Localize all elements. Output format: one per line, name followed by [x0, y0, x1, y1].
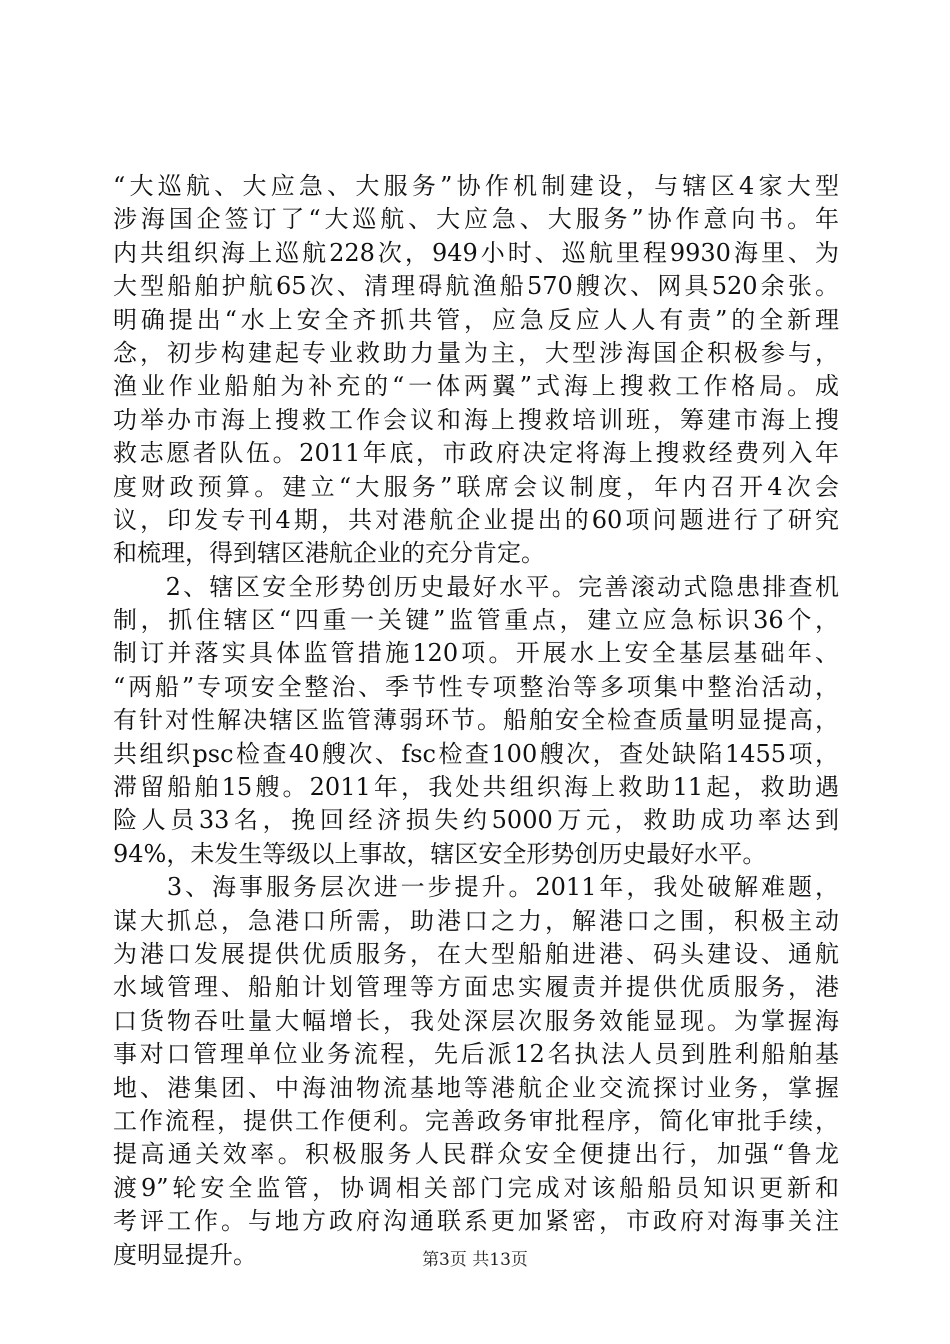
text-line: 有针对性解决辖区监管薄弱环节。船舶安全检查质量明显提高， [113, 706, 839, 735]
text-line: 制订并落实具体监管措施120项。开展水上安全基层基础年、 [113, 639, 839, 668]
text-line: 共组织psc检查40艘次、fsc检查100艘次，查处缺陷1455项， [113, 739, 839, 768]
text-line: “大巡航、大应急、大服务”协作机制建设，与辖区4家大型 [113, 172, 839, 200]
text-line: 险人员33名，挽回经济损失约5000万元，救助成功率达到 [113, 806, 839, 835]
text-line: 考评工作。与地方政府沟通联系更加紧密，市政府对海事关注 [113, 1207, 839, 1236]
text-line: 和梳理，得到辖区港航企业的充分肯定。 [113, 539, 545, 568]
text-line: 渔业作业船舶为补充的“一体两翼”式海上搜救工作格局。成 [113, 372, 839, 401]
text-line: 度财政预算。建立“大服务”联席会议制度，年内召开4次会 [113, 472, 839, 501]
text-line: 水域管理、船舶计划管理等方面忠实履责并提供优质服务，港 [113, 973, 839, 1002]
text-line: 明确提出“水上安全齐抓共管，应急反应人人有责”的全新理 [113, 305, 839, 334]
text-line: 提高通关效率。积极服务人民群众安全便捷出行，加强“鲁龙 [113, 1140, 839, 1169]
text-line: 为港口发展提供优质服务，在大型船舶进港、码头建设、通航 [113, 939, 839, 968]
text-line: 滞留船舶15艘。2011年，我处共组织海上救助11起，救助遇 [113, 773, 839, 802]
text-line: 涉海国企签订了“大巡航、大应急、大服务”协作意向书。年 [113, 205, 839, 234]
text-line: 工作流程，提供工作便利。完善政务审批程序，简化审批手续， [113, 1106, 839, 1135]
text-line: 94%，未发生等级以上事故，辖区安全形势创历史最好水平。 [113, 839, 767, 868]
text-line: 救志愿者队伍。2011年底，市政府决定将海上搜救经费列入年 [113, 439, 839, 468]
text-line: 渡9”轮安全监管，协调相关部门完成对该船船员知识更新和 [113, 1173, 839, 1202]
text-line: 念，初步构建起专业救助力量为主，大型涉海国企积极参与， [113, 338, 839, 367]
text-line: 2、辖区安全形势创历史最好水平。完善滚动式隐患排查机 [113, 572, 839, 601]
text-line: 大型船舶护航65次、清理碍航渔船570艘次、网具520余张。 [113, 272, 839, 301]
text-line: 3、海事服务层次进一步提升。2011年，我处破解难题， [113, 873, 839, 902]
body-text [113, 170, 839, 1272]
text-line: 口货物吞吐量大幅增长，我处深层次服务效能显现。为掌握海 [113, 1006, 839, 1035]
page-footer: 第3页 共13页 [422, 1250, 528, 1270]
text-line: “两船”专项安全整治、季节性专项整治等多项集中整治活动， [113, 672, 839, 701]
text-line: 功举办市海上搜救工作会议和海上搜救培训班，筹建市海上搜 [113, 405, 839, 434]
text-line: 制，抓住辖区“四重一关键”监管重点，建立应急标识36个， [113, 606, 839, 635]
text-line: 谋大抓总，急港口所需，助港口之力，解港口之围，积极主动 [113, 906, 839, 935]
text-line: 事对口管理单位业务流程，先后派12名执法人员到胜利船舶基 [113, 1040, 839, 1069]
text-line: 度明显提升。 [113, 1240, 257, 1269]
text-line: 地、港集团、中海油物流基地等港航企业交流探讨业务，掌握 [113, 1073, 839, 1102]
text-line: 内共组织海上巡航228次，949小时、巡航里程9930海里、为 [113, 238, 839, 267]
text-line: 议，印发专刊4期，共对港航企业提出的60项问题进行了研究 [113, 505, 839, 534]
